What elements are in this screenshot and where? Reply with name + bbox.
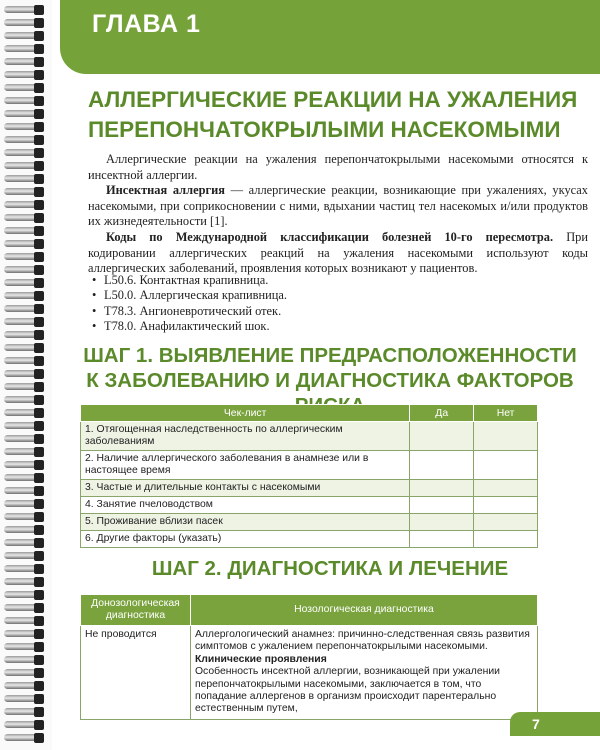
checklist-item: 4. Занятие пчеловодством (81, 497, 410, 514)
page-number: 7 (510, 712, 600, 736)
spiral-ring (4, 123, 44, 132)
spiral-ring (4, 513, 44, 522)
yes-cell[interactable] (410, 531, 474, 548)
term: Инсектная аллергия (106, 183, 225, 198)
list-item: • L50.0. Аллергическая крапивница. (92, 288, 287, 303)
yes-cell[interactable] (410, 514, 474, 531)
paragraph: Аллергические реакции на ужаления перепончатокрылыми насекомыми относятся к инсектной аллергии. (88, 152, 588, 182)
no-cell[interactable] (474, 514, 538, 531)
spiral-ring (4, 32, 44, 41)
column-header: Нет (474, 405, 538, 422)
spiral-ring (4, 136, 44, 145)
spiral-ring (4, 253, 44, 262)
no-cell[interactable] (474, 531, 538, 548)
spiral-ring (4, 292, 44, 301)
no-cell[interactable] (474, 480, 538, 497)
spiral-ring (4, 448, 44, 457)
spiral-ring (4, 71, 44, 80)
section-title-line: АЛЛЕРГИЧЕСКИЕ РЕАКЦИИ НА УЖАЛЕНИЯ (88, 87, 578, 112)
column-header: Донозологическая диагностика (81, 595, 191, 626)
table-row (81, 514, 538, 531)
section-title (88, 85, 588, 145)
step1-title-line: К ЗАБОЛЕВАНИЮ И ДИАГНОСТИКА ФАКТОРОВ (86, 369, 574, 392)
table-row (81, 626, 538, 720)
spiral-ring (4, 97, 44, 106)
spiral-ring (4, 357, 44, 366)
step1-title-line: ШАГ 1. ВЫЯВЛЕНИЕ ПРЕДРАСПОЛОЖЕННОСТИ (83, 344, 577, 367)
spiral-ring (4, 591, 44, 600)
spiral-ring (4, 240, 44, 249)
checklist-item: 2. Наличие аллергического заболевания в анамнезе или в настоящее время (81, 451, 410, 480)
spiral-ring (4, 500, 44, 509)
anamnesis-text: Аллергологический анамнез: причинно-следственная связь развития симптомов с ужалением перепончатокрылыми насекомыми. (194, 629, 530, 653)
diagnostics-table (80, 594, 538, 720)
spiral-ring (4, 526, 44, 535)
spiral-ring (4, 539, 44, 548)
paragraph-text: При кодировании аллергических реакций на ужаления насекомыми используют коды аллергических заболеваний, проявления которых возникают у пациентов. (88, 229, 589, 276)
yes-cell[interactable] (410, 497, 474, 514)
spiral-binding (0, 0, 52, 750)
no-cell[interactable] (474, 451, 538, 480)
paragraph (88, 183, 588, 230)
spiral-ring (4, 162, 44, 171)
spiral-ring (4, 214, 44, 223)
intro-text (88, 152, 588, 277)
spiral-ring (4, 318, 44, 327)
spiral-ring (4, 305, 44, 314)
spiral-ring (4, 617, 44, 626)
risk-checklist-table (80, 404, 538, 548)
checklist-item: 6. Другие факторы (указать) (81, 531, 410, 548)
no-cell[interactable] (474, 422, 538, 451)
spiral-ring (4, 6, 44, 15)
spiral-ring (4, 383, 44, 392)
table-row (81, 531, 538, 548)
section-title-line: ПЕРЕПОНЧАТОКРЫЛЫМИ НАСЕКОМЫМИ (88, 117, 561, 142)
spiral-ring (4, 474, 44, 483)
spiral-ring (4, 19, 44, 28)
checklist-item: 1. Отягощенная наследственность по аллергическим заболеваниям (81, 422, 410, 451)
subheading: Клинические проявления (194, 653, 327, 665)
prenosological-cell: Не проводится (81, 626, 191, 720)
spiral-ring (4, 656, 44, 665)
spiral-ring (4, 734, 44, 743)
spiral-ring (4, 227, 44, 236)
spiral-ring (4, 45, 44, 54)
table-row (81, 422, 538, 451)
table-row (81, 480, 538, 497)
bold-lead: Коды по Международной классификации болезней 10-го пересмотра. (106, 229, 554, 244)
spiral-ring (4, 409, 44, 418)
spiral-ring (4, 435, 44, 444)
spiral-ring (4, 331, 44, 340)
spiral-ring (4, 175, 44, 184)
spiral-ring (4, 708, 44, 717)
spiral-ring (4, 552, 44, 561)
spiral-ring (4, 630, 44, 639)
column-header: Да (410, 405, 474, 422)
spiral-ring (4, 110, 44, 119)
spiral-ring (4, 344, 44, 353)
spiral-ring (4, 84, 44, 93)
spiral-ring (4, 370, 44, 379)
yes-cell[interactable] (410, 480, 474, 497)
nosological-cell (190, 626, 537, 720)
checklist-item: 5. Проживание вблизи пасек (81, 514, 410, 531)
yes-cell[interactable] (410, 422, 474, 451)
spiral-ring (4, 578, 44, 587)
spiral-ring (4, 201, 44, 210)
paragraph (88, 230, 588, 277)
step2-title: ШАГ 2. ДИАГНОСТИКА И ЛЕЧЕНИЕ (151, 557, 509, 580)
clinical-text: Особенность инсектной аллергии, возникающей при ужалении перепончатокрылыми насекомыми, заключается в том, что попадание аллергенов в организм происходит парентерально естественным путем, (194, 666, 500, 715)
spiral-ring (4, 422, 44, 431)
paragraph-text: — аллергические реакции, возникающие при ужалениях, укусах насекомыми, при соприкосновении с ними, вдыхании частиц тел насекомых и/или продуктов их жизнедеятельности [1]. (88, 183, 588, 229)
spiral-ring (4, 669, 44, 678)
no-cell[interactable] (474, 497, 538, 514)
table-row (81, 451, 538, 480)
list-item: • L50.6. Контактная крапивница. (92, 273, 287, 288)
yes-cell[interactable] (410, 451, 474, 480)
checklist-item: 3. Частые и длительные контакты с насекомыми (81, 480, 410, 497)
spiral-ring (4, 279, 44, 288)
spiral-ring (4, 487, 44, 496)
list-item: • T78.3. Ангионевротический отек. (92, 304, 287, 319)
spiral-ring (4, 149, 44, 158)
spiral-ring (4, 565, 44, 574)
list-item: • T78.0. Анафилактический шок. (92, 319, 287, 334)
chapter-title: ГЛАВА 1 (92, 10, 201, 38)
spiral-ring (4, 266, 44, 275)
spiral-ring (4, 58, 44, 67)
spiral-ring (4, 396, 44, 405)
column-header: Чек-лист (81, 405, 410, 422)
icd-code-list (92, 273, 287, 335)
column-header: Нозологическая диагностика (190, 595, 537, 626)
spiral-ring (4, 695, 44, 704)
spiral-ring (4, 721, 44, 730)
spiral-ring (4, 604, 44, 613)
table-row (81, 497, 538, 514)
spiral-ring (4, 643, 44, 652)
spiral-ring (4, 188, 44, 197)
spiral-ring (4, 461, 44, 470)
spiral-ring (4, 682, 44, 691)
